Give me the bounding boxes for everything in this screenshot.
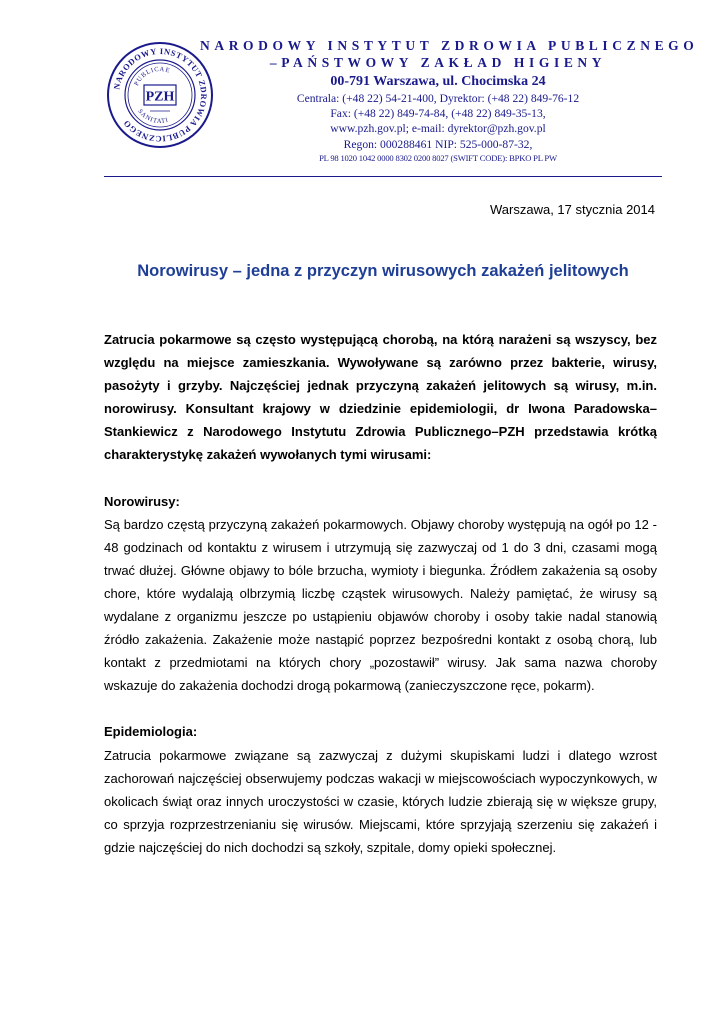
logo-inner-top-text: PUBLICAE [133, 65, 172, 88]
institute-bank-account: PL 98 1020 1042 0000 8302 0200 8027 (SWIFT CODE): BPKO PL PW [319, 152, 557, 163]
institute-regon-nip: Regon: 000288461 NIP: 525-000-87-32, [343, 137, 533, 151]
institute-phone: Centrala: (+48 22) 54-21-400, Dyrektor: (+48 22) 849-76-12 [296, 92, 580, 105]
section-body-norowirusy: Są bardzo częstą przyczyną zakażeń pokarmowych. Objawy choroby występują na ogół po 12 - 48 godzinach od kontaktu z wirusem i utrzymują się zazwyczaj od 1 do 3 dni, czasami mogą trwać dłużej. Główne objawy to bóle brzucha, wymioty i biegunka. Źródłem zakażenia są osoby chore, które wydalają olbrzymią liczbę cząstek wirusowych. Należy pamiętać, że wirusy są wydalane z organizmu jeszcze po ustąpieniu objawów choroby i osoby takie nadal stanowią źródło zakażenia. Zakażenie może nastąpić poprzez bezpośredni kontakt z osobą chorą, lub kontakt z przedmiotami na których chory „pozostawił” wirusy. Jak sama nazwa choroby wskazuje do zakażenia dochodzi drogą pokarmową (zanieczyszczone ręce, pokarm). [104, 516, 657, 694]
logo-ring-text: NARODOWY INSTYTUT ZDROWIA PUBLICZNEGO [112, 46, 209, 144]
header-divider [104, 176, 662, 177]
section-heading-epidemiologia: Epidemiologia: [104, 724, 198, 740]
document-date: Warszawa, 17 stycznia 2014 [490, 202, 655, 217]
pzh-logo-seal [106, 41, 214, 149]
document-body [104, 328, 657, 859]
institute-fax: Fax: (+48 22) 849-74-84, (+48 22) 849-35-13, [330, 107, 546, 121]
institute-subname: –PAŃSTWOWY ZAKŁAD HIGIENY [269, 55, 607, 70]
logo-center-text: PZH [145, 89, 175, 105]
institute-web-email: www.pzh.gov.pl; e-mail: dyrektor@pzh.gov.pl [330, 122, 546, 136]
letterhead [200, 37, 699, 165]
section-heading-norowirusy: Norowirusy: [104, 493, 180, 509]
institute-address: 00-791 Warszawa, ul. Chocimska 24 [330, 74, 546, 89]
institute-name: NARODOWY INSTYTUT ZDROWIA PUBLICZNEGO [200, 38, 699, 53]
section-body-epidemiologia: Zatrucia pokarmowe związane są zazwyczaj z dużymi skupiskami ludzi i dlatego wzrost zachorowań najczęściej obserwujemy podczas wakacji w miejscowościach wypoczynkowych, w okolicach świąt oraz innych uroczystości w czasie, których ludzie zbierają się w większe grupy, co sprzyja rozprzestrzenianiu się wirusów. Miejscami, które sprzyjają szerzeniu się zakażeń i gdzie najczęściej do nich dochodzi są szkoły, szpitale, domy opieki społecznej. [104, 747, 657, 855]
intro-paragraph: Zatrucia pokarmowe są często występującą chorobą, na którą narażeni są wszyscy, bez względu na miejsce zamieszkania. Wywoływane są zarówno przez bakterie, wirusy, pasożyty i grzyby. Najczęściej jednak przyczyną zakażeń jelitowych są wirusy, m.in. norowirusy. Konsultant krajowy w dziedzinie epidemiologii, dr Iwona Paradowska–Stankiewicz z Narodowego Instytutu Zdrowia Publicznego–PZH przedstawia krótką charakterystykę zakażeń wywołanych tymi wirusami: [104, 332, 657, 463]
logo-inner-bottom-text: SANITATI [136, 107, 170, 126]
document-title: Norowirusy – jedna z przyczyn wirusowych zakażeń jelitowych [137, 262, 629, 280]
